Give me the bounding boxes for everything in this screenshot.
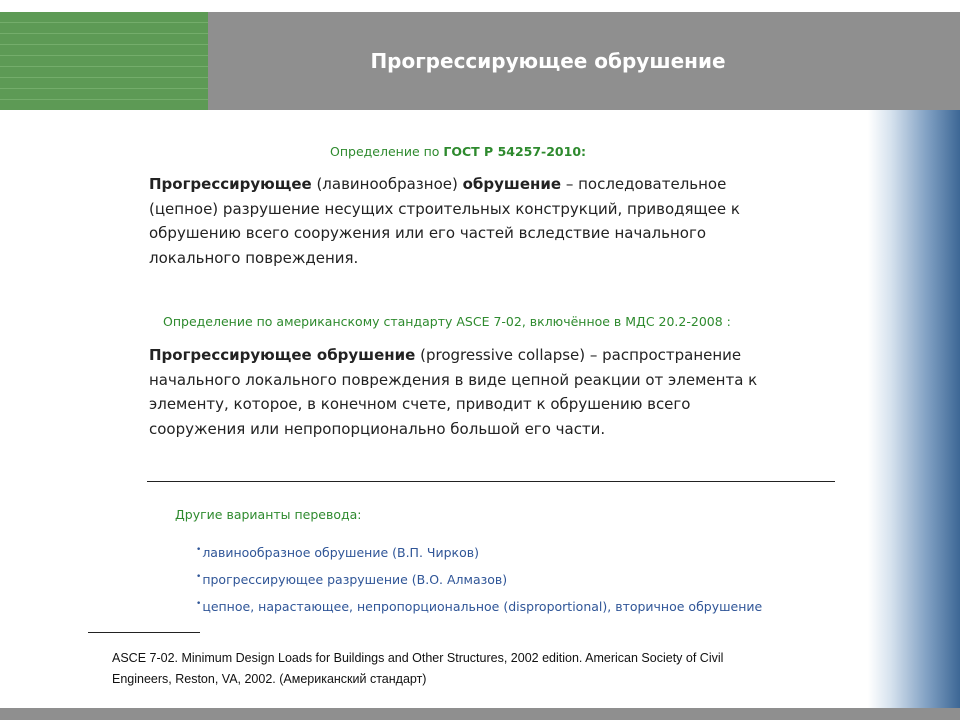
definition-1-term-1: Прогрессирующее	[149, 175, 312, 193]
slide-title: Прогрессирующее обрушение	[370, 49, 726, 73]
list-item-text: прогрессирующее разрушение (В.О. Алмазов)	[202, 572, 508, 588]
bullet-icon: •	[196, 545, 202, 555]
translation-list	[196, 538, 816, 619]
top-strip	[0, 0, 960, 12]
list-item-text: цепное, нарастающее, непропорциональное (disproportional), вторичное обрушение	[202, 599, 763, 615]
bullet-icon: •	[196, 572, 202, 583]
bullet-icon: •	[196, 599, 202, 610]
list-item	[196, 565, 816, 592]
definition-1-term-2: обрушение	[462, 175, 562, 193]
footnote-rule	[88, 632, 200, 633]
footnote: ASCE 7-02. Minimum Design Loads for Buildings and Other Structures, 2002 edition. American Society of Civil Engineers, Reston, VA, 2002. (Американский стандарт)	[112, 651, 724, 686]
other-translations-label: Другие варианты перевода:	[175, 507, 362, 522]
definition-2-text	[149, 343, 769, 441]
definition-2-rest: (progressive collapse) – распространение начального локального повреждения в виде цепной реакции от элемента к элементу, которое, в конечном счете, приводит к обрушению всего сооружения или непропорционально большой его части.	[149, 346, 758, 438]
definition-2-label: Определение по американскому стандарту ASCE 7-02, включённое в МДС 20.2-2008 :	[163, 314, 731, 329]
list-item	[196, 592, 816, 619]
bottom-bar	[0, 708, 960, 720]
definition-1-label	[330, 144, 586, 159]
list-item	[196, 538, 816, 565]
decorative-gradient	[868, 110, 960, 710]
definition-1-middle: (лавинообразное)	[311, 175, 463, 193]
definition-1-standard: ГОСТ Р 54257-2010:	[443, 144, 587, 159]
section-divider	[147, 481, 835, 482]
definition-1-rest: – последовательное (цепное) разрушение несущих строительных конструкций, приводящее к обрушению всего сооружения или его частей вследствие начального локального повреждения.	[149, 175, 740, 267]
list-item-text: лавинообразное обрушение (В.П. Чирков)	[202, 545, 479, 561]
definition-1-text	[149, 172, 749, 270]
definition-2-term: Прогрессирующее обрушение	[149, 346, 416, 364]
header-stripes	[0, 12, 208, 110]
definition-1-label-prefix: Определение по	[330, 144, 444, 159]
